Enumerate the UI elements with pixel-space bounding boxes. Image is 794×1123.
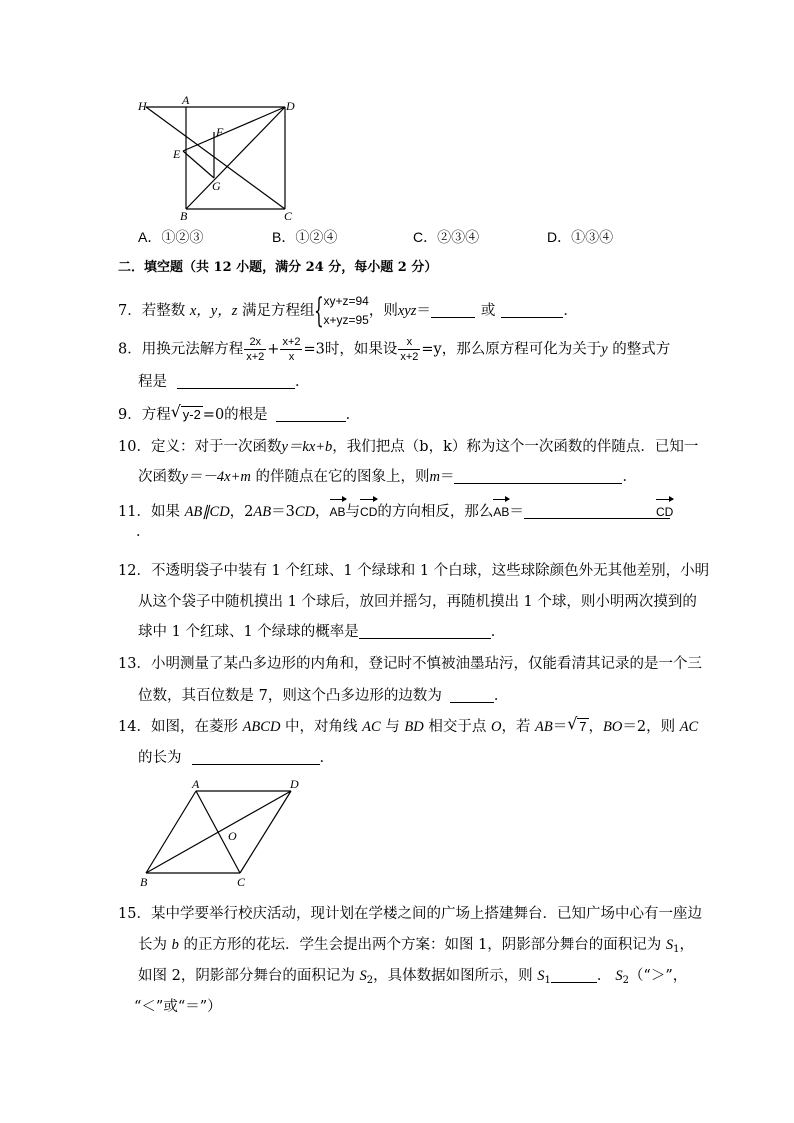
q13-line1: 小明测量了某凸多边形的内角和，登记时不慎被油墨玷污，仅能看清其记录的是一个三 [150, 656, 702, 672]
question-8-line2 [138, 371, 310, 393]
question-10 [118, 436, 698, 458]
q15-s1-sub: 1 [673, 944, 680, 955]
q15-line1: 某中学要举行校庆活动，现计划在学楼之间的广场上搭建舞台．已知广场中心有一座边 [150, 906, 702, 922]
q9-number: 9． [118, 407, 142, 423]
section-title: 二．填空题（共 12 小题，满分 24 分，每小题 2 分） [118, 260, 438, 275]
q10-blank[interactable] [454, 467, 622, 484]
label-d: D [286, 99, 295, 113]
segment-bd [146, 791, 291, 873]
q7-eq-sign: ＝ [416, 303, 431, 319]
choice-d: D．①③④ [547, 229, 614, 245]
q11-v1: AB [329, 505, 346, 519]
q10-end: ． [622, 469, 637, 485]
label-e: E [173, 147, 181, 161]
question-10-line2 [138, 466, 637, 488]
q14-eq1: ＝ [552, 719, 568, 735]
label-h: H [138, 99, 147, 113]
q10-number: 10． [118, 439, 151, 455]
q10-func: y＝kx+b [281, 439, 333, 455]
question-7 [118, 292, 578, 330]
q7-or: 或 [480, 303, 496, 319]
q15-line2-end: ， [679, 937, 695, 953]
q8-text-mid: =3时，如果设 [303, 341, 398, 358]
q14-text: 如图，在菱形 [150, 719, 243, 735]
q8-text: 用换元法解方程 [141, 341, 244, 358]
q7-eq1: xy+z=94 [323, 294, 369, 308]
q10-text: 定义：对于一次函数 [150, 439, 282, 455]
q13-end: ． [493, 688, 509, 704]
choice-a: A．①②③ [138, 229, 204, 245]
segment-eg [183, 151, 214, 178]
q11-eq-sign: ＝ [509, 504, 524, 520]
q14-shape: ABCD [242, 719, 281, 735]
question-15-line3 [138, 965, 687, 992]
question-12-line3 [138, 621, 505, 643]
question-15-line2 [138, 934, 694, 961]
q7-end: ． [563, 303, 578, 319]
question-13-line2 [138, 685, 508, 707]
q7-number: 7． [118, 303, 142, 319]
q15-line2-text: 长为 [138, 937, 172, 953]
q14-radicand: 7 [579, 719, 587, 734]
q15-s-4: S [615, 968, 623, 984]
vector-arrow-icon [360, 499, 377, 500]
q14-end: ． [319, 750, 334, 766]
q15-s2-sub: 2 [366, 975, 374, 986]
q11-text: 如果 [150, 504, 185, 520]
q11-text-mid2: ＝3 [271, 504, 295, 520]
q13-line2-text: 位数，其百位数是 7，则这个凸多边形的边数为 [138, 688, 442, 704]
q14-line2-text: 的长为 [138, 750, 182, 766]
q11-text-mid: ，2 [229, 504, 254, 520]
q15-s: S [665, 937, 674, 953]
q8-fraction-2 [280, 335, 302, 364]
q9-end: ． [345, 407, 361, 423]
q12-line2: 从这个袋子中随机摸出 1 个球后，放回并摇匀，再随机摸出 1 个球，则小明两次摸到的 [138, 594, 697, 610]
q9-blank[interactable] [276, 405, 346, 422]
label-c: C [284, 209, 293, 223]
label-f: F [216, 125, 224, 139]
q7-text-mid: 满足方程组 [237, 303, 315, 319]
q14-blank[interactable] [192, 748, 320, 765]
q12-end: ． [490, 624, 506, 640]
q15-s2-sub-2: 2 [622, 975, 629, 986]
q14-pt: O [490, 719, 502, 735]
geometry-figure-rhombus [136, 778, 316, 890]
radical-icon: √ [170, 402, 181, 421]
q11-vector-cd [360, 497, 377, 523]
q15-line4: “＜”或“＝”） [134, 999, 222, 1015]
q13-number: 13． [118, 656, 151, 672]
q13-blank[interactable] [450, 686, 494, 703]
q12-blank[interactable] [359, 622, 491, 639]
q8-end: ． [295, 374, 310, 390]
q11-number: 11． [118, 504, 151, 520]
q10-func2: y＝－4x+m [181, 469, 251, 485]
q14-text-mid2: 与 [380, 719, 405, 735]
q15-line3-end: （“＞”， [628, 968, 688, 984]
q10-eq-sign: ＝ [439, 469, 455, 485]
q8-fraction-1 [244, 335, 266, 364]
rhombus-diagram [136, 778, 316, 890]
label-d: D [290, 778, 299, 791]
q8-f2-denominator: x [288, 351, 295, 363]
q8-f2-numerator: x+2 [282, 336, 301, 348]
q7-equation-system [314, 292, 368, 330]
q11-trailing-vector [656, 497, 673, 523]
q11-v2: CD [360, 505, 378, 519]
q14-text-mid3: 相交于点 [423, 719, 491, 735]
q11-v4: CD [656, 505, 674, 519]
q15-s-3: S [537, 968, 545, 984]
q7-blank-1[interactable] [431, 301, 475, 318]
q7-text: 若整数 [141, 303, 190, 319]
q15-number: 15． [118, 906, 151, 922]
question-11 [118, 497, 670, 523]
q14-sqrt [567, 716, 588, 738]
q8-fraction-3 [398, 335, 420, 364]
segment-bd [186, 107, 285, 209]
label-c: C [237, 875, 246, 889]
q8-f3-denominator: x+2 [400, 351, 419, 363]
q11-vector-cd-2 [656, 497, 673, 523]
q10-text-2: ，我们把点（b，k）称为这个一次函数的伴随点．已知一 [332, 439, 699, 455]
q10-line2-text: 次函数 [138, 469, 182, 485]
q8-text-post: =y，那么原方程可化为关于 [421, 341, 602, 358]
q8-f1-numerator: 2x [244, 335, 266, 350]
q8-var: y [601, 341, 608, 358]
segment-ed [183, 107, 285, 151]
vector-arrow-icon [330, 499, 346, 500]
q8-blank[interactable] [177, 372, 295, 389]
square-diagram [134, 94, 304, 224]
question-14-line2 [138, 747, 334, 769]
q11-rel: AB∥CD [184, 504, 230, 520]
vector-arrow-icon [656, 499, 673, 500]
question-9 [118, 404, 360, 426]
question-8 [118, 335, 670, 364]
label-o: O [228, 829, 237, 843]
q7-expr: xyz [397, 303, 417, 319]
q15-b: b [171, 937, 179, 953]
q11-rel2: AB [253, 504, 272, 520]
segment-hc [146, 107, 285, 209]
segment-cd [240, 791, 291, 873]
label-a: A [192, 778, 200, 791]
q9-text-post: =0的根是 [202, 407, 268, 423]
q8-text-end: 的整式方 [607, 341, 671, 358]
q8-f3-numerator: x [398, 335, 420, 350]
q8-number: 8． [118, 341, 142, 358]
q15-dot: ． [596, 968, 612, 984]
q15-line3-text: 如图 2，阴影部分舞台的面积记为 [138, 968, 360, 984]
q14-d2: BD [404, 719, 424, 735]
choice-c: C．②③④ [413, 229, 480, 245]
q11-blank[interactable] [524, 502, 670, 519]
q12-line3-text: 球中 1 个红球、1 个绿球的概率是 [138, 624, 359, 640]
choice-b: B．①②④ [272, 229, 338, 245]
radical-icon: √ [567, 714, 578, 733]
q11-text-post: 的方向相反，那么 [377, 504, 494, 520]
q9-text: 方程 [141, 407, 171, 423]
q14-text-mid: 中，对角线 [280, 719, 363, 735]
geometry-figure-square [134, 94, 304, 224]
question-12 [118, 560, 709, 582]
q11-vector-ab-2 [493, 497, 509, 523]
q14-number: 14． [118, 719, 151, 735]
label-g: G [212, 179, 221, 193]
q14-eq2: ＝2，则 [622, 719, 680, 735]
q15-s-2: S [359, 968, 367, 984]
q7-eq2: x+yz=95 [323, 313, 369, 327]
q7-vars: x，y，z [189, 303, 238, 319]
q10-line2-text-2: 的伴随点在它的图象上，则 [250, 469, 430, 485]
question-14 [118, 716, 698, 738]
q14-bo: BO [603, 719, 623, 735]
q9-radicand: y-2 [182, 407, 201, 422]
q15-line3-text-2: ，具体数据如图所示，则 [373, 968, 538, 984]
q11-vector-ab [330, 497, 346, 523]
q15-s1-sub-2: 1 [544, 975, 551, 986]
q11-rel3: CD [294, 504, 316, 520]
q8-f1-denominator: x+2 [246, 351, 265, 363]
q11-with: 与 [345, 504, 361, 520]
q11-dot: ． [136, 524, 151, 540]
label-b: B [140, 875, 148, 889]
q7-blank-2[interactable] [501, 301, 563, 318]
q12-line1: 不透明袋子中装有 1 个红球、1 个绿球和 1 个白球，这些球除颜色外无其他差别，小明 [150, 563, 710, 579]
q11-text-mid3: ， [315, 504, 330, 520]
brace-icon: { [314, 291, 325, 331]
vector-arrow-icon [493, 499, 509, 500]
question-15 [118, 903, 702, 925]
q14-ab: AB [535, 719, 553, 735]
q14-d1: AC [362, 719, 381, 735]
q8-line2-text: 程是 [138, 374, 167, 390]
q7-text-post: ，则 [368, 303, 398, 319]
q15-blank[interactable] [551, 966, 597, 983]
label-b: B [180, 209, 188, 223]
question-13 [118, 653, 702, 675]
q14-text-mid5: ， [588, 719, 603, 735]
q15-line2-text-2: 的正方形的花坛．学生会提出两个方案：如图 1，阴影部分舞台的面积记为 [178, 937, 666, 953]
q11-v3: AB [493, 505, 510, 519]
q9-sqrt [171, 404, 203, 426]
q14-text-mid4: ，若 [501, 719, 536, 735]
q8-plus: + [267, 341, 280, 358]
label-a: A [182, 94, 190, 107]
q10-var: m [429, 469, 440, 485]
segment-ab [146, 791, 196, 873]
q14-ac: AC [679, 719, 699, 735]
q12-number: 12． [118, 563, 151, 579]
